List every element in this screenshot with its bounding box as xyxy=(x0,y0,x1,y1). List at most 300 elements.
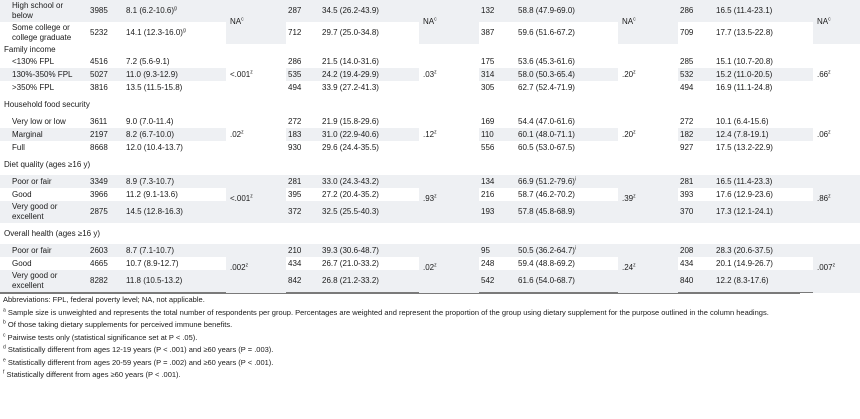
p-value-cell xyxy=(618,0,678,44)
percent-ci-cell xyxy=(714,128,813,141)
percent-ci-cell-text: 20.1 (14.9-26.7) xyxy=(716,258,773,268)
p-value-cell-text: .02 xyxy=(423,263,435,273)
percent-ci-cell xyxy=(714,188,813,201)
row-label xyxy=(0,141,88,154)
sample-size-cell-text: 532 xyxy=(680,69,694,79)
percent-ci-cell xyxy=(714,175,813,188)
percent-ci-cell-text: 15.1 (10.7-20.8) xyxy=(716,56,773,66)
p-value-cell-footnote-mark: c xyxy=(633,16,636,23)
row-label-text: Good xyxy=(12,258,32,268)
sample-size-cell-text: 183 xyxy=(288,129,302,139)
sample-size-cell-text: 272 xyxy=(288,116,302,126)
sample-size-cell xyxy=(88,188,124,201)
p-value-cell-footnote-mark: z xyxy=(633,262,636,269)
percent-ci-cell xyxy=(320,175,419,188)
percent-ci-cell-footnote-mark: i xyxy=(574,244,577,251)
p-value-cell-text: NA xyxy=(423,17,435,26)
row-label-text: Marginal xyxy=(12,129,43,139)
p-value-cell-footnote-mark: z xyxy=(250,68,253,75)
footnote-a: $^a$ Sample size is unweighted and represents the total number of respondents per group. Percentages are weighted and represent the proportion of the group using dietary supplement for the purpose outlined in the column headings. xyxy=(3,307,769,317)
row-label-text: <130% FPL xyxy=(12,56,55,66)
sample-size-cell xyxy=(479,270,516,293)
sample-size-cell xyxy=(286,244,320,257)
row-label xyxy=(0,188,88,201)
percent-ci-cell xyxy=(124,0,226,22)
percent-ci-cell-text: 12.2 (8.3-17.6) xyxy=(716,276,769,285)
sample-size-cell-text: 134 xyxy=(481,176,495,186)
sample-size-cell-text: 175 xyxy=(481,56,495,66)
row-label xyxy=(0,257,88,270)
footnote-b: $^b$ Of those taking dietary supplements for perceived immune benefits. xyxy=(3,319,233,329)
percent-ci-cell-text: 62.7 (52.4-71.9) xyxy=(518,82,575,92)
percent-ci-cell xyxy=(124,128,226,141)
sample-size-cell xyxy=(479,257,516,270)
row-label xyxy=(0,55,88,68)
sample-size-cell xyxy=(88,0,124,22)
percent-ci-cell xyxy=(714,68,813,81)
sample-size-cell xyxy=(678,175,714,188)
footnote-abbreviations: Abbreviations: FPL, federal poverty level; NA, not applicable. xyxy=(3,295,205,304)
percent-ci-cell xyxy=(124,270,226,293)
sample-size-cell-text: 8282 xyxy=(90,276,108,285)
percent-ci-cell-text: 28.3 (20.6-37.5) xyxy=(716,245,773,255)
sample-size-cell-text: 216 xyxy=(481,189,495,199)
sample-size-cell xyxy=(479,244,516,257)
sample-size-cell-text: 535 xyxy=(288,69,302,79)
percent-ci-cell-text: 16.5 (11.4-23.1) xyxy=(716,6,773,15)
percent-ci-cell xyxy=(516,270,618,293)
sample-size-cell xyxy=(678,81,714,94)
sample-size-cell-text: 169 xyxy=(481,116,495,126)
sample-size-cell xyxy=(88,81,124,94)
percent-ci-cell xyxy=(516,175,618,188)
percent-ci-cell xyxy=(516,188,618,201)
p-value-cell-footnote-mark: z xyxy=(250,193,253,200)
row-label xyxy=(0,201,88,223)
section-header-row xyxy=(0,44,860,55)
sample-size-cell-text: 2197 xyxy=(90,129,108,139)
p-value-cell xyxy=(419,55,479,94)
percent-ci-cell-footnote-mark: g xyxy=(174,5,177,12)
sample-size-cell xyxy=(88,115,124,128)
sample-size-cell-text: 2875 xyxy=(90,207,108,216)
row-label xyxy=(0,128,88,141)
sample-size-cell-text: 709 xyxy=(680,28,694,37)
p-value-cell-text: .007 xyxy=(817,263,833,273)
row-label xyxy=(0,270,88,293)
p-value-cell-footnote-mark: z xyxy=(434,193,437,200)
p-value-cell-footnote-mark: z xyxy=(241,128,244,135)
sample-size-cell-text: 8668 xyxy=(90,142,108,152)
p-value-cell-text: .20 xyxy=(622,69,634,79)
percent-ci-cell xyxy=(516,22,618,44)
p-value-cell xyxy=(419,0,479,44)
sample-size-cell xyxy=(678,257,714,270)
p-value-cell xyxy=(618,175,678,223)
sample-size-cell-text: 494 xyxy=(288,82,302,92)
percent-ci-cell xyxy=(320,201,419,223)
section-label-text: Household food security xyxy=(4,99,90,109)
sample-size-cell-text: 842 xyxy=(288,276,302,285)
sample-size-cell-text: 494 xyxy=(680,82,694,92)
percent-ci-cell-text: 33.0 (24.3-43.2) xyxy=(322,176,379,186)
percent-ci-cell xyxy=(320,0,419,22)
p-value-cell-text: NA xyxy=(817,17,829,26)
sample-size-cell xyxy=(286,175,320,188)
percent-ci-cell-text: 29.7 (25.0-34.8) xyxy=(322,28,379,37)
percent-ci-cell-text: 59.6 (51.6-67.2) xyxy=(518,28,575,37)
percent-ci-cell-text: 27.2 (20.4-35.2) xyxy=(322,189,379,199)
percent-ci-cell-text: 39.3 (30.6-48.7) xyxy=(322,245,379,255)
sample-size-cell-text: 4665 xyxy=(90,258,108,268)
percent-ci-cell xyxy=(320,22,419,44)
sample-size-cell-text: 372 xyxy=(288,207,302,216)
sample-size-cell-text: 930 xyxy=(288,142,302,152)
percent-ci-cell xyxy=(124,81,226,94)
row-label xyxy=(0,0,88,22)
section-header-row xyxy=(0,94,860,115)
section-label-text: Overall health (ages ≥16 y) xyxy=(4,228,100,238)
percent-ci-cell xyxy=(516,81,618,94)
row-label xyxy=(0,175,88,188)
percent-ci-cell-text: 8.2 (6.7-10.0) xyxy=(126,129,175,139)
row-label-text: Good xyxy=(12,189,32,199)
table-footnotes xyxy=(0,294,800,382)
p-value-cell-text: <.001 xyxy=(230,194,251,203)
sample-size-cell-text: 287 xyxy=(288,6,302,15)
percent-ci-cell-text: 59.4 (48.8-69.2) xyxy=(518,258,575,268)
p-value-cell-text: .24 xyxy=(622,263,634,273)
row-label-text: Poor or fair xyxy=(12,245,52,255)
p-value-cell-text: .03 xyxy=(423,69,435,79)
p-value-cell xyxy=(813,115,860,154)
row-label xyxy=(0,68,88,81)
percent-ci-cell-text: 11.8 (10.5-13.2) xyxy=(126,276,183,285)
row-label-text: Very low or low xyxy=(12,116,66,126)
section-label-text: Family income xyxy=(4,44,56,54)
percent-ci-cell-text: 7.2 (5.6-9.1) xyxy=(126,56,170,66)
percent-ci-cell xyxy=(516,55,618,68)
percent-ci-cell-text: 14.1 (12.3-16.0) xyxy=(126,28,183,37)
sample-size-cell-text: 393 xyxy=(680,189,694,199)
percent-ci-cell-text: 54.4 (47.0-61.6) xyxy=(518,116,575,126)
row-label xyxy=(0,22,88,44)
table-row xyxy=(0,175,860,188)
p-value-cell-text: .12 xyxy=(423,129,435,139)
p-value-cell-footnote-mark: z xyxy=(245,262,249,269)
sample-size-cell-text: 210 xyxy=(288,245,302,255)
row-label-text: Very good or excellent xyxy=(12,202,58,221)
percent-ci-cell xyxy=(714,55,813,68)
sample-size-cell xyxy=(479,128,516,141)
sample-size-cell xyxy=(88,68,124,81)
sample-size-cell xyxy=(678,188,714,201)
p-value-cell-footnote-mark: z xyxy=(633,128,636,135)
percent-ci-cell xyxy=(320,257,419,270)
sample-size-cell xyxy=(88,55,124,68)
p-value-cell-footnote-mark: z xyxy=(434,68,437,75)
sample-size-cell-text: 542 xyxy=(481,276,495,285)
p-value-cell xyxy=(618,55,678,94)
table-row xyxy=(0,0,860,22)
sample-size-cell xyxy=(286,141,320,154)
percent-ci-cell-text: 17.6 (12.9-23.6) xyxy=(716,189,773,199)
p-value-cell-text: .02 xyxy=(230,129,242,139)
sample-size-cell-text: 5232 xyxy=(90,28,108,37)
p-value-cell-footnote-mark: c xyxy=(434,16,437,23)
sample-size-cell xyxy=(678,270,714,293)
sample-size-cell-text: 712 xyxy=(288,28,302,37)
percent-ci-cell-text: 10.7 (8.9-12.7) xyxy=(126,258,179,268)
percent-ci-cell-text: 26.8 (21.2-33.2) xyxy=(322,276,379,285)
percent-ci-cell-text: 13.5 (11.5-15.8) xyxy=(126,82,183,92)
sample-size-cell-text: 387 xyxy=(481,28,495,37)
percent-ci-cell xyxy=(124,141,226,154)
p-value-cell-text: NA xyxy=(230,17,242,26)
percent-ci-cell-text: 9.0 (7.0-11.4) xyxy=(126,116,174,126)
sample-size-cell-text: 3816 xyxy=(90,82,108,92)
sample-size-cell-text: 286 xyxy=(288,56,302,66)
percent-ci-cell xyxy=(320,141,419,154)
percent-ci-cell xyxy=(124,68,226,81)
sample-size-cell-text: 272 xyxy=(680,116,694,126)
p-value-cell xyxy=(618,244,678,293)
percent-ci-cell-text: 53.6 (45.3-61.6) xyxy=(518,56,575,66)
sample-size-cell-text: 182 xyxy=(680,129,694,139)
sample-size-cell-text: 840 xyxy=(680,276,694,285)
sample-size-cell xyxy=(88,141,124,154)
p-value-cell xyxy=(813,55,860,94)
sample-size-cell xyxy=(479,115,516,128)
percent-ci-cell xyxy=(124,188,226,201)
percent-ci-cell-text: 16.5 (11.4-23.3) xyxy=(716,176,773,186)
p-value-cell-footnote-mark: z xyxy=(633,193,636,200)
p-value-cell-text: <.001 xyxy=(230,69,251,79)
sample-size-cell-text: 434 xyxy=(288,258,302,268)
sample-size-cell xyxy=(286,0,320,22)
percent-ci-cell-text: 34.5 (26.2-43.9) xyxy=(322,6,379,15)
p-value-cell-footnote-mark: z xyxy=(434,262,437,269)
percent-ci-cell-text: 17.3 (12.1-24.1) xyxy=(716,207,773,216)
percent-ci-cell xyxy=(516,201,618,223)
percent-ci-cell-text: 32.5 (25.5-40.3) xyxy=(322,207,379,216)
percent-ci-cell xyxy=(516,128,618,141)
percent-ci-cell-text: 21.9 (15.8-29.6) xyxy=(322,116,379,126)
sample-size-cell xyxy=(286,188,320,201)
sample-size-cell-text: 556 xyxy=(481,142,495,152)
sample-size-cell xyxy=(286,81,320,94)
percent-ci-cell-text: 11.2 (9.1-13.6) xyxy=(126,189,178,199)
sample-size-cell-text: 5027 xyxy=(90,69,108,79)
percent-ci-cell xyxy=(320,55,419,68)
row-label-text: Some college or college graduate xyxy=(12,23,72,42)
percent-ci-cell xyxy=(124,201,226,223)
percent-ci-cell xyxy=(516,0,618,22)
sample-size-cell xyxy=(88,128,124,141)
sample-size-cell xyxy=(678,128,714,141)
percent-ci-cell-text: 12.4 (7.8-19.1) xyxy=(716,129,769,139)
row-label-text: >350% FPL xyxy=(12,82,55,92)
sample-size-cell-text: 4516 xyxy=(90,56,108,66)
percent-ci-cell xyxy=(714,141,813,154)
sample-size-cell xyxy=(479,141,516,154)
sample-size-cell-text: 281 xyxy=(680,176,694,186)
percent-ci-cell-text: 29.6 (24.4-35.5) xyxy=(322,142,379,152)
p-value-cell xyxy=(813,175,860,223)
percent-ci-cell xyxy=(516,68,618,81)
sample-size-cell xyxy=(678,201,714,223)
sample-size-cell-text: 95 xyxy=(481,245,490,255)
percent-ci-cell xyxy=(714,244,813,257)
sample-size-cell-text: 281 xyxy=(288,176,302,186)
row-label xyxy=(0,244,88,257)
percent-ci-cell xyxy=(714,201,813,223)
percent-ci-cell xyxy=(714,115,813,128)
footnote-f: $^f$ Statistically different from ages ≥60 years (P < .001). xyxy=(3,369,181,379)
sample-size-cell xyxy=(286,68,320,81)
p-value-cell-footnote-mark: c xyxy=(828,16,831,23)
p-value-cell xyxy=(618,115,678,154)
section-header-row xyxy=(0,154,860,175)
p-value-cell xyxy=(226,0,286,44)
p-value-cell-footnote-mark: z xyxy=(828,193,831,200)
p-value-cell-footnote-mark: z xyxy=(434,128,437,135)
sample-size-cell-text: 3611 xyxy=(90,116,108,126)
percent-ci-cell xyxy=(516,244,618,257)
percent-ci-cell xyxy=(320,115,419,128)
table-row xyxy=(0,55,860,68)
sample-size-cell-text: 3349 xyxy=(90,176,108,186)
sample-size-cell-text: 2603 xyxy=(90,245,108,255)
sample-size-cell-text: 193 xyxy=(481,207,495,216)
row-label-text: Full xyxy=(12,142,25,152)
percent-ci-cell-text: 16.9 (11.1-24.8) xyxy=(716,82,773,92)
sample-size-cell xyxy=(479,55,516,68)
percent-ci-cell xyxy=(320,81,419,94)
percent-ci-cell xyxy=(320,128,419,141)
percent-ci-cell-text: 8.7 (7.1-10.7) xyxy=(126,245,175,255)
sample-size-cell xyxy=(286,128,320,141)
row-label-text: High school or below xyxy=(12,1,64,20)
row-label-text: Poor or fair xyxy=(12,176,52,186)
p-value-cell xyxy=(226,55,286,94)
section-label xyxy=(0,44,860,55)
row-label xyxy=(0,115,88,128)
percent-ci-cell-text: 60.1 (48.0-71.1) xyxy=(518,129,575,139)
percent-ci-cell xyxy=(124,175,226,188)
p-value-cell-text: .39 xyxy=(622,194,634,203)
sample-size-cell-text: 434 xyxy=(680,258,694,268)
p-value-cell-footnote-mark: z xyxy=(832,262,836,269)
p-value-cell-footnote-mark: z xyxy=(828,68,831,75)
percent-ci-cell xyxy=(320,244,419,257)
sample-size-cell xyxy=(88,22,124,44)
sample-size-cell xyxy=(678,141,714,154)
sample-size-cell xyxy=(479,188,516,201)
percent-ci-cell-text: 21.5 (14.0-31.6) xyxy=(322,56,379,66)
percent-ci-cell-text: 57.8 (45.8-68.9) xyxy=(518,207,575,216)
percent-ci-cell xyxy=(516,115,618,128)
section-header-row xyxy=(0,223,860,244)
percent-ci-cell-text: 14.5 (12.8-16.3) xyxy=(126,207,183,216)
sample-size-cell-text: 132 xyxy=(481,6,495,15)
percent-ci-cell-text: 17.7 (13.5-22.8) xyxy=(716,28,773,37)
percent-ci-cell-text: 60.5 (53.0-67.5) xyxy=(518,142,575,152)
section-label xyxy=(0,154,860,175)
sample-size-cell xyxy=(479,68,516,81)
p-value-cell xyxy=(226,175,286,223)
p-value-cell-text: .93 xyxy=(423,194,435,203)
percent-ci-cell-text: 11.0 (9.3-12.9) xyxy=(126,69,178,79)
sample-size-cell xyxy=(286,22,320,44)
percent-ci-cell-text: 58.0 (50.3-65.4) xyxy=(518,69,575,79)
section-label xyxy=(0,223,860,244)
sample-size-cell xyxy=(678,55,714,68)
percent-ci-cell xyxy=(320,270,419,293)
sample-size-cell xyxy=(286,201,320,223)
percent-ci-cell xyxy=(320,68,419,81)
p-value-cell-text: .66 xyxy=(817,69,829,79)
sample-size-cell-text: 395 xyxy=(288,189,302,199)
sample-size-cell-text: 3966 xyxy=(90,189,108,199)
percent-ci-cell-text: 8.1 (6.2-10.6) xyxy=(126,6,175,15)
sample-size-cell xyxy=(286,270,320,293)
p-value-cell xyxy=(419,115,479,154)
section-label xyxy=(0,94,860,115)
sample-size-cell-text: 208 xyxy=(680,245,694,255)
sample-size-cell xyxy=(88,175,124,188)
table-row xyxy=(0,115,860,128)
sample-size-cell-text: 927 xyxy=(680,142,694,152)
p-value-cell-text: .86 xyxy=(817,194,829,203)
sample-size-cell xyxy=(88,201,124,223)
row-label xyxy=(0,81,88,94)
sample-size-cell xyxy=(88,244,124,257)
sample-size-cell-text: 110 xyxy=(481,129,494,139)
sample-size-cell-text: 285 xyxy=(680,56,694,66)
sample-size-cell-text: 370 xyxy=(680,207,694,216)
percent-ci-cell xyxy=(516,141,618,154)
percent-ci-cell xyxy=(714,81,813,94)
sample-size-cell xyxy=(678,244,714,257)
p-value-cell xyxy=(419,244,479,293)
sample-size-cell-text: 305 xyxy=(481,82,495,92)
table-row xyxy=(0,244,860,257)
p-value-cell-footnote-mark: z xyxy=(633,68,636,75)
percent-ci-cell xyxy=(124,22,226,44)
percent-ci-cell-text: 50.5 (36.2-64.7) xyxy=(518,245,575,255)
percent-ci-cell-text: 33.9 (27.2-41.3) xyxy=(322,82,379,92)
sample-size-cell xyxy=(88,270,124,293)
sample-size-cell-text: 248 xyxy=(481,258,495,268)
sample-size-cell xyxy=(479,81,516,94)
percent-ci-cell-text: 17.5 (13.2-22.9) xyxy=(716,142,773,152)
p-value-cell-text: NA xyxy=(622,17,634,26)
percent-ci-cell-text: 10.1 (6.4-15.6) xyxy=(716,116,769,126)
percent-ci-cell-text: 15.2 (11.0-20.5) xyxy=(716,69,773,79)
percent-ci-cell xyxy=(516,257,618,270)
percent-ci-cell xyxy=(124,115,226,128)
percent-ci-cell-text: 12.0 (10.4-13.7) xyxy=(126,142,183,152)
percent-ci-cell-text: 61.6 (54.0-68.7) xyxy=(518,276,575,285)
sample-size-cell xyxy=(678,68,714,81)
percent-ci-cell xyxy=(124,257,226,270)
sample-size-cell xyxy=(678,115,714,128)
sample-size-cell xyxy=(286,257,320,270)
p-value-cell xyxy=(226,244,286,293)
row-label-text: Very good or excellent xyxy=(12,271,58,290)
sample-size-cell xyxy=(678,22,714,44)
